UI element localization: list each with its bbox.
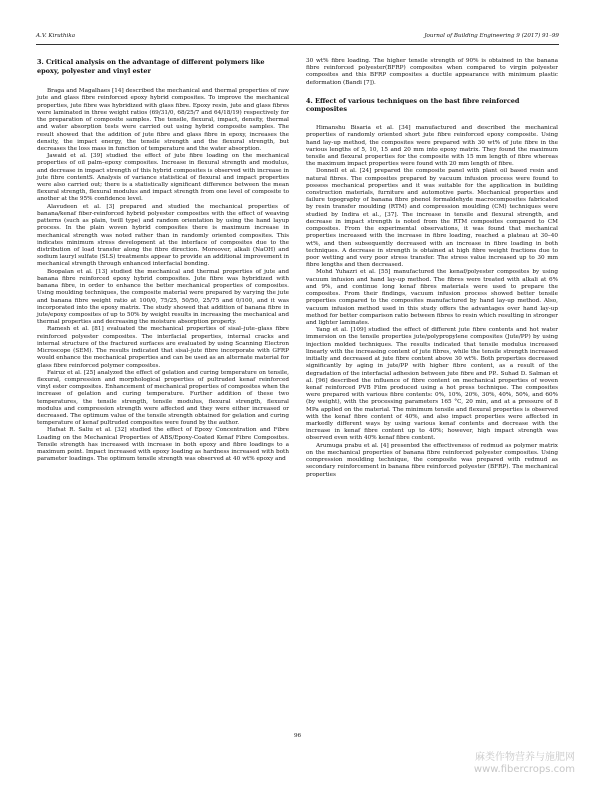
paragraph: Arumuga prabu et al. [4] presented the effectiveness of redmud as polymer matrix on the mechanical properties of banana fibre reinforced polyester composites. Using compression moulding technique, the composite was prepared with redmud as secondary reinforcement in banana fibre reinforced polyester (BFRP). The mechanical properties	[306, 442, 558, 478]
left-column	[37, 58, 289, 464]
paragraph: Fairuz et al. [25] analyzed the effect of gelation and curing temperature on tensile, flexural, compression and morphological properties of pultruded kenaf reinforced vinyl ester composites. Enhancement of mechanical properties of composites when the increase of gelation and curing temperature. Further addition of these two temperatures, the tensile strength, tensile modulus, flexural strength, flexural modulus and compression strength were affected and they were either increased or decreased. The optimum value of the tensile strength obtained for gelation and curing temperature of kenaf pultruded composites were found by the author.	[37, 369, 289, 427]
paragraph: Alavudeen et al. [3] prepared and studied the mechanical properties of banana/kenaf fiber-reinforced hybrid polyester composites with the effect of weaving patterns (such as plain, twill type) and random orientation by using the hand layup process. In the plain woven hybrid composites there is maximum increase in mechanical strength was noted rather than in randomly oriented composites. This indicates minimum stress development at the interface of composites due to the distribution of load transfer along the fibre direction. Moreover, alkali (NaOH) and sodium lauryl sulfate (SLS) treatments appear to provide an additional improvement in mechanical strength through enhanced interfacial bonding.	[37, 203, 289, 268]
paragraph: Hafsat R. Saliu et al. [32] studied the effect of Epoxy Concentration and Fibre Loading on the Mechanical Properties of ABS/Epoxy-Coated Kenaf Fibre Composites. Tensile strength has increased with increase in both epoxy and fibre loadings to a maximum point. Impact increased with epoxy loading as hardness increased with both parameter loadings. The optimum tensile strength was observed at 40 wt% epoxy and	[37, 427, 289, 463]
watermark-line-2: www.fibercrops.com	[473, 764, 575, 775]
header-author: A.V. Kiruthika	[36, 33, 76, 39]
page-number: 96	[293, 733, 302, 739]
paragraph: Jawaid et al. [39] studied the effect of jute fibre loading on the mechanical properties of oil palm–epoxy composites. Increase in flexural strength and modulus, and decrease in impact strength of this hybrid composites is observed with increase in jute fibre contentS. Analysis of variance statistical of flexural and impact properties were also carried out; there is a statistically significant difference between the mean flexural strength, flexural modulus and impact strength from one level of composite to another at the 95% confidence level.	[37, 153, 289, 203]
header-journal: Journal of Building Engineering 9 (2017) 91–99	[424, 33, 559, 39]
paragraph: Boopalan et al. [13] studied the mechanical and thermal properties of jute and banana fibre reinforced epoxy hybrid composites. Jute fibre was hybridized with banana fibre, in order to enhance the better mechanical properties of composites. Using moulding techniques, the composite material were prepared by varying the jute and banana fibre weight ratio at 100/0, 75/25, 50/50, 25/75 and 0/100, and it was incorporated into the epoxy matrix. The study showed that addition of banana fibre in jute/epoxy composites of up to 50% by weight results in increasing the mechanical and thermal properties and decreasing the moisture absorption property.	[37, 268, 289, 326]
section-3-title: 3. Critical analysis on the advantage of different polymers like epoxy, polyester and vinyl ester	[37, 58, 265, 75]
right-column	[306, 58, 558, 479]
paragraph-continued: 30 wt% fibre loading. The higher tensile strength of 90% is obtained in the banana fibre reinforced polyester(BFRP) composites when compared to virgin polyester composites and this BFRP composites a ductile appearance with minimum plastic deformation (Bandi [7]).	[306, 58, 558, 86]
paragraph: Ramesh et al. [81] evaluated the mechanical properties of sisal–jute–glass fibre reinforced polyester composites. The interfacial properties, internal cracks and internal structure of the fractured surfaces are evaluated by using Scanning Electron Microscope (SEM). The results indicated that sisal–jute fibre incorporate with GFRP would enhance the mechanical properties and can be used as an alternate material for glass fibre reinforced polymer composites.	[37, 326, 289, 369]
paragraph: Mohd Yuhazri et al. [55] manufactured the kenaf/polyester composites by using vacuum infusion and hand lay-up method. The fibres were treated with alkali at 6% and 9%, and continue long kenaf fibres materials were used to prepare the composites. From their findings, vacuum infusion process showed better tensile properties compared to the composites manufactured by hand lay-up method. Also, vacuum infusion method used in this study offers the advantages over hand lay-up method for better comparison ratio between fibres to resin which resulting in stronger and lighter laminates.	[306, 269, 558, 326]
paragraph: Himanshu Bisaria et al. [34] manufactured and described the mechanical properties of randomly oriented short jute fibre reinforced epoxy composite. Using hand lay-up method, the composites were prepared with 30 wt% of jute fibre in the various lengths of 5, 10, 15 and 20 mm into epoxy matrix. They found the maximum tensile and flexural properties for the composite with 15 mm length of fibre whereas the maximum impact properties were found with 20 mm length of fibre.	[306, 125, 558, 168]
paragraph: Yang et al. [109] studied the effect of different jute fibre contents and hot water immersion on the tensile properties jute/polypropylene composites (Jute/PP) by using injection molded techniques. The results indicated that tensile modulus increased linearly with the increasing content of jute fibres, while the tensile strength increased initially and decreased at jute fibre content above 30 wt%. Both properties decreased significantly by aging in jute/PP with higher fibre content, as a result of the degradation of the interfacial adhesion between jute fibre and PP.. Suhad D. Salman et al. [96] described the influence of fibre content on mechanical properties of woven kenaf reinforced PVB Film produced using a hot press technique. The composites were prepared with various fibre contents: 0%, 10%, 20%, 30%, 40%, 50%, and 60% (by weight), with the processing parameters 165 °C, 20 min, and at a pressure of 8 MPa applied on the material. The minimum tensile and flexural properties is observed with the kenaf fibre content of 40%, and also impact properties were affected in markedly different ways by using various kenaf contents and decrease with the increase in kenaf fibre content up to 40%; however, high impact strength was observed even with 40% kenaf fibre content.	[306, 327, 558, 442]
watermark	[474, 752, 575, 776]
watermark-line-1: 麻类作物营养与施肥网	[475, 752, 575, 763]
paragraph: Braga and Magalhaes [14] described the mechanical and thermal properties of raw jute and glass fibre reinforced epoxy hybrid composites. To improve the mechanical properties, jute fibre was hybridized with glass fibre. Epoxy resin, jute and glass fibres were laminated in three weight ratios (69/31/0, 68/25/7 and 64/18/19) respectively for the preparation of composite samples. The tensile, flexural, impact, density, thermal and water absorption tests were carried out using hybrid composite samples. The result showed that the addition of jute fibre and glass fibre in epoxy, increases the density, the impact energy, the tensile strength and the flexural strength, but decreases the loss mass in function of temperature and the water absorption.	[37, 88, 289, 152]
paragraph: Donnell et al. [24] prepared the composite panel with plant oil based resin and natural fibres. The composites prepared by vacuum infusion process were found to possess mechanical properties and it was suitable for the application in building construction materials, furniture and automotive parts. Mechanical properties and failure topography of banana fibre phenol formaldehyde macrocomposites fabricated by resin transfer moulding (RTM) and compression moulding (CM) techniques were studied by Indira et al., [37]. The increase in tensile and flexural strength, and decrease in impact strength is noted from the RTM composites compared to CM composites. From the experimental observations, it was found that mechanical properties increased with the increase in fibre loading, reached a plateau at 30–40 wt%, and then subsequently decreased with an increase in fibre loading in both techniques. A decrease in strength is obtained at high fibre weight fractions due to poor wetting and very poor stress transfer. The stress value increased up to 30 mm fibre lengths and then decreased.	[306, 168, 558, 269]
section-4-title: 4. Effect of various techniques on the bast fibre reinforced composites	[306, 96, 520, 114]
header-rule	[36, 44, 559, 45]
